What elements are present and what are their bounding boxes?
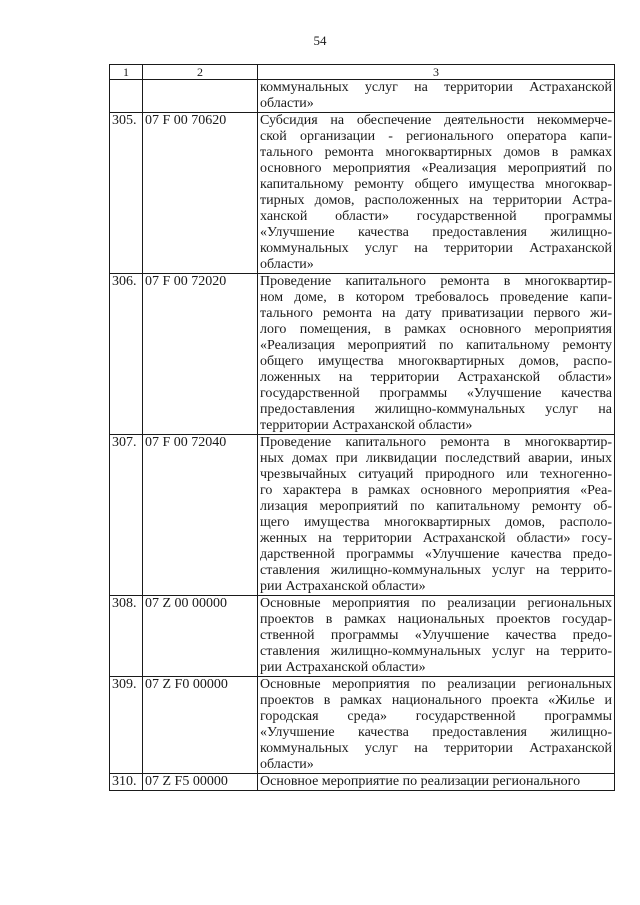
table-row	[110, 435, 615, 596]
description-line: общего имущества многоквартирных домов, распо-	[260, 354, 612, 369]
description-line: тирных домов, расположенных на территории Астра-	[260, 193, 612, 208]
description-line: ном доме, в котором требовалось проведение капи-	[260, 290, 612, 305]
row-number: 309.	[110, 677, 143, 774]
description-line: Проведение капитального ремонта в многоквартир-	[260, 274, 612, 289]
budget-classification-table	[109, 64, 615, 791]
description-line: области»	[260, 96, 314, 111]
description-line: Основные мероприятия по реализации региональных	[260, 596, 612, 611]
description-line: женных на территории Астраханской области» госу-	[260, 531, 612, 546]
classification-code	[143, 80, 258, 113]
description-line: ных домах при ликвидации последствий аварии, иных	[260, 451, 612, 466]
description-line: коммунальных услуг на территории Астраханской	[260, 80, 612, 95]
description-line: коммунальных услуг на территории Астраханской	[260, 241, 612, 256]
description-line: «Улучшение качества предоставления жилищно-	[260, 725, 612, 740]
row-number: 306.	[110, 274, 143, 435]
description-line: основного мероприятия «Реализация мероприятий по	[260, 161, 612, 176]
description-line: «Реализация мероприятий по капитальному ремонту	[260, 338, 612, 353]
description-line: рии Астраханской области»	[260, 660, 426, 675]
description-line: тального ремонта многоквартирных домов в рамках	[260, 145, 612, 160]
item-description	[258, 80, 615, 113]
classification-code: 07 Z 00 00000	[143, 596, 258, 677]
row-number: 308.	[110, 596, 143, 677]
description-line: ской организации - регионального оператора капи-	[260, 129, 612, 144]
row-number: 307.	[110, 435, 143, 596]
table-row	[110, 113, 615, 274]
description-line: государственной программы «Улучшение качества	[260, 386, 612, 401]
classification-code: 07 Z F0 00000	[143, 677, 258, 774]
classification-code: 07 F 00 72020	[143, 274, 258, 435]
item-description	[258, 774, 615, 791]
row-number: 310.	[110, 774, 143, 791]
description-line: городская среда» государственной программы	[260, 709, 612, 724]
item-description	[258, 677, 615, 774]
description-line: коммунальных услуг на территории Астраханской	[260, 741, 612, 756]
item-description	[258, 435, 615, 596]
item-description	[258, 274, 615, 435]
description-line: области»	[260, 257, 314, 272]
column-header-1: 1	[110, 65, 143, 80]
description-line: «Улучшение качества предоставления жилищно-	[260, 225, 612, 240]
description-line: лизация мероприятий по капитальному ремонту об-	[260, 499, 612, 514]
column-header-2: 2	[143, 65, 258, 80]
row-number	[110, 80, 143, 113]
row-number: 305.	[110, 113, 143, 274]
classification-code: 07 Z F5 00000	[143, 774, 258, 791]
description-line: области»	[260, 757, 314, 772]
page-number: 54	[313, 33, 327, 48]
description-line: Основные мероприятия по реализации региональных	[260, 677, 612, 692]
description-line: капитальному ремонту общего имущества многоквар-	[260, 177, 612, 192]
table-row	[110, 774, 615, 791]
description-line: ставления жилищно-коммунальных услуг на террито-	[260, 644, 612, 659]
description-line: рии Астраханской области»	[260, 579, 426, 594]
description-line: ханской области» государственной программы	[260, 209, 612, 224]
description-line: ставления жилищно-коммунальных услуг на террито-	[260, 563, 612, 578]
description-line: ложенных на территории Астраханской области»	[260, 370, 612, 385]
description-line: ственной программы «Улучшение качества предо-	[260, 628, 612, 643]
item-description	[258, 596, 615, 677]
description-line: предоставления жилищно-коммунальных услуг на	[260, 402, 612, 417]
classification-code: 07 F 00 70620	[143, 113, 258, 274]
description-line: тального ремонта на дату приватизации первого жи-	[260, 306, 612, 321]
table-row	[110, 596, 615, 677]
description-line: территории Астраханской области»	[260, 418, 473, 433]
item-description	[258, 113, 615, 274]
classification-code: 07 F 00 72040	[143, 435, 258, 596]
description-line: проектов в рамках национальных проектов государ-	[260, 612, 612, 627]
column-header-3: 3	[258, 65, 615, 80]
description-line: Проведение капитального ремонта в многоквартир-	[260, 435, 612, 450]
description-line: лого помещения, в рамках основного мероприятия	[260, 322, 612, 337]
description-line: Субсидия на обеспечение деятельности некоммерче-	[260, 113, 612, 128]
table-row	[110, 274, 615, 435]
description-line: чрезвычайных ситуаций природного или техногенно-	[260, 467, 612, 482]
description-line: щего имущества многоквартирных домов, располо-	[260, 515, 612, 530]
description-line: дарственной программы «Улучшение качества предо-	[260, 547, 612, 562]
description-line: Основное мероприятие по реализации регионального	[260, 774, 581, 789]
description-line: проектов в рамках национального проекта «Жилье и	[260, 693, 612, 708]
table-row	[110, 677, 615, 774]
description-line: го характера в рамках основного мероприятия «Реа-	[260, 483, 612, 498]
table-header-row	[110, 65, 615, 80]
table-row	[110, 80, 615, 113]
